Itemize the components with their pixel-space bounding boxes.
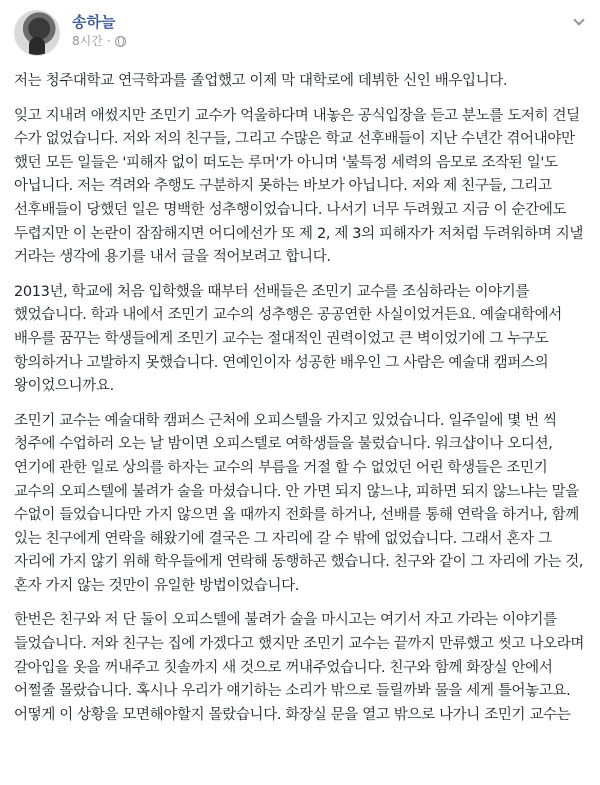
post-paragraph: 2013년, 학교에 처음 입학했을 때부터 선배들은 조민기 교수를 조심하라는 이야기를 했었습니다. 학과 내에서 조민기 교수의 성추행은 공공연한 사실이었거든요. 예술대학에서 배우를 꿈꾸는 학생들에게 조민기 교수는 절대적인 권력이었고 큰 벽이었기에 그 누구도 항의하거나 고발하지 못했습니다. 연예인이자 성공한 배우인 그 사람은 예술대 캠퍼스의 왕이었으니까요. [14,283,562,395]
post-meta [72,10,126,50]
globe-icon[interactable] [115,36,126,47]
chevron-down-icon[interactable] [572,14,586,28]
post-paragraph: 잊고 지내려 애썼지만 조민기 교수가 억울하다며 내놓은 공식입장을 듣고 분노를 도저히 견딜 수가 없었습니다. 저와 저의 친구들, 그리고 수많은 학교 선후배들이 지난 수년간 겪어내야만 했던 모든 일들은 '피해자 없이 떠도는 루머'가 아니며 '불특정 세력의 음모로 조작된 일'도 아닙니다. 저는 격려와 추행도 구분하지 못하는 바보가 아닙니다. 저와 제 친구들, 그리고 선후배들이 당했던 일은 명백한 성추행이었습니다. 나서기 너무 두려웠고 지금 이 순간에도 두렵지만 이 논란이 잠잠해지면 어디에선가 또 제 2, 제 3의 피해자가 저처럼 두려워하며 지낼 거라는 생각에 용기를 내서 글을 적어보려고 합니다. [14,107,584,266]
post-time-row [72,32,126,50]
post-header [14,10,586,62]
separator-dot: · [106,34,111,48]
avatar[interactable] [14,10,60,56]
post-paragraph: 조민기 교수는 예술대학 캠퍼스 근처에 오피스텔을 가지고 있었습니다. 일주일에 몇 번 씩 청주에 수업하러 오는 날 밤이면 오피스텔로 여학생들을 불렀습니다. 워크샵이나 오디션, 연기에 관한 일로 상의를 하자는 교수의 부름을 거절 할 수 없었던 어린 학생들은 조민기 교수의 오피스텔에 불려가 술을 마셨습니다. 안 가면 되지 않느냐, 피하면 되지 않느냐는 말을 수없이 들었습니다만 가지 않으면 올 때까지 전화를 하거나, 선배를 통해 연락을 하거나, 함께 있는 친구에게 연락을 해왔기에 결국은 그 자리에 갈 수 밖에 없었습니다. 그래서 혼자 그 자리에 가지 않기 위해 학우들에게 연락해 동행하곤 했습니다. 친구와 같이 그 자리에 가는 것, 혼자 가지 않는 것만이 유일한 방법이었습니다. [14,412,584,594]
post-timestamp[interactable]: 8시간 [72,34,103,48]
post-paragraph: 한번은 친구와 저 단 둘이 오피스텔에 불려가 술을 마시고는 여기서 자고 가라는 이야기를 들었습니다. 저와 친구는 집에 가겠다고 했지만 조민기 교수는 끝까지 만류했고 씻고 나오라며 갈아입을 옷을 꺼내주고 칫솔까지 새 것으로 꺼내주었습니다. 친구와 함께 화장실 안에서 어쩔줄 몰랐습니다. 혹시나 우리가 얘기하는 소리가 밖으로 들릴까봐 물을 세게 틀어놓고요. 어떻게 이 상황을 모면해야할지 몰랐습니다. 화장실 문을 열고 밖으로 나가니 조민기 교수는 [14,612,585,723]
author-name[interactable]: 송하늘 [72,13,116,31]
post-body [14,70,586,738]
post-paragraph: 저는 청주대학교 연극학과를 졸업했고 이제 막 대학로에 데뷔한 신인 배우입니다. [14,73,508,89]
